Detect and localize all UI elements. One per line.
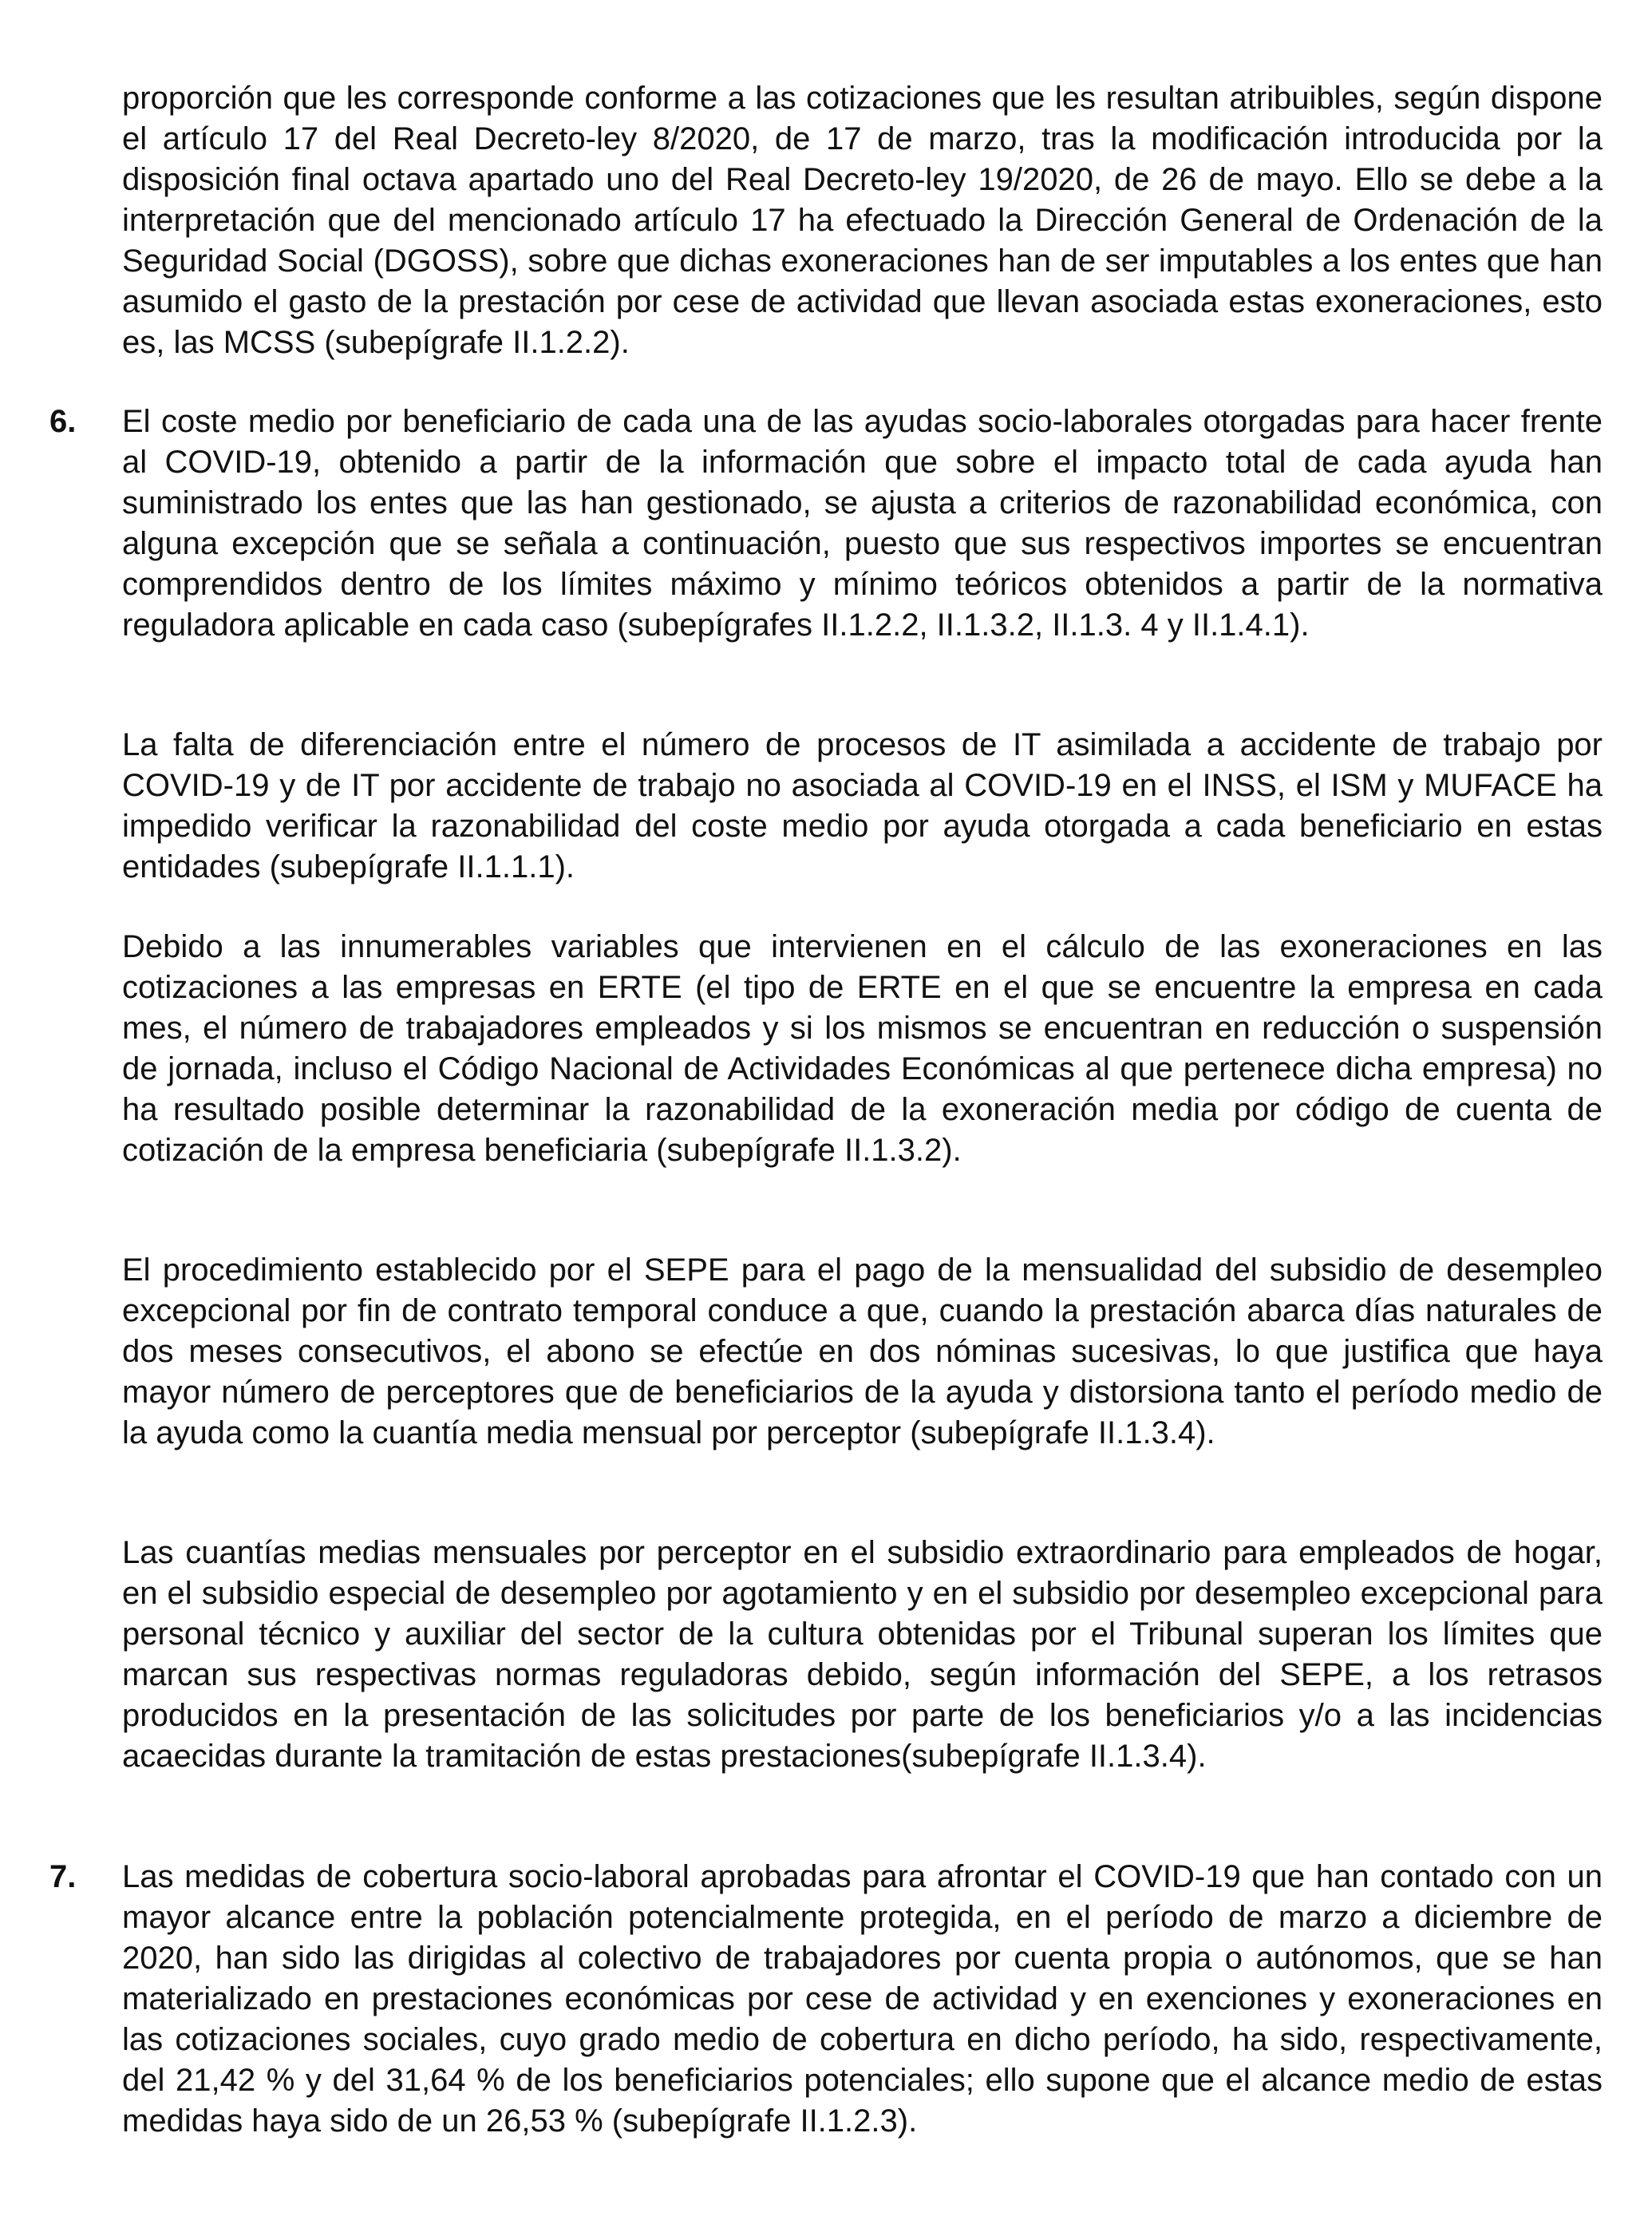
continuation-paragraph: proporción que les corresponde conforme a las cotizaciones que les resultan atribuibles, según dispone el artículo 17 del Real Decreto-ley 8/2020, de 17 de marzo, tras la modificación introducida por la disposición final octava apartado uno del Real Decreto-ley 19/2020, de 26 de mayo. Ello se debe a la interpretación que del mencionado artículo 17 ha efectuado la Dirección General de Ordenación de la Seguridad Social (DGOSS), sobre que dichas exoneraciones han de ser imputables a los entes que han asumido el gasto de la prestación por cese de actividad que llevan asociada estas exoneraciones, esto es, las MCSS (subepígrafe II.1.2.2). <box>122 81 1603 360</box>
item-number-7: 7. <box>49 1859 77 1894</box>
item-6-paragraph-1: El coste medio por beneficiario de cada una de las ayudas socio-laborales otorgadas para hacer frente al COVID-19, obtenido a partir de la información que sobre el impacto total de cada ayuda han suministrado los entes que las han gestionado, se ajusta a criterios de razonabilidad económica, con alguna excepción que se señala a continuación, puesto que sus respectivos importes se encuentran comprendidos dentro de los límites máximo y mínimo teóricos obtenidos a partir de la normativa reguladora aplicable en cada caso (subepígrafes II.1.2.2, II.1.3.2, II.1.3. 4 y II.1.4.1). <box>122 404 1603 643</box>
item-6-paragraph-4: El procedimiento establecido por el SEPE para el pago de la mensualidad del subsidio de desempleo excepcional por fin de contrato temporal conduce a que, cuando la prestación abarca días naturales de dos meses consecutivos, el abono se efectúe en dos nóminas sucesivas, lo que justifica que haya mayor número de perceptores que de beneficiarios de la ayuda y distorsiona tanto el período medio de la ayuda como la cuantía media mensual por perceptor (subepígrafe II.1.3.4). <box>122 1252 1603 1450</box>
item-7-paragraph-1: Las medidas de cobertura socio-laboral aprobadas para afrontar el COVID-19 que han contado con un mayor alcance entre la población potencialmente protegida, en el período de marzo a diciembre de 2020, han sido las dirigidas al colectivo de trabajadores por cuenta propia o autónomos, que se han materializado en prestaciones económicas por cese de actividad y en exenciones y exoneraciones en las cotizaciones sociales, cuyo grado medio de cobertura en dicho período, ha sido, respectivamente, del 21,42 % y del 31,64 % de los beneficiarios potenciales; ello supone que el alcance medio de estas medidas haya sido de un 26,53 % (subepígrafe II.1.2.3). <box>122 1859 1603 2139</box>
item-6-paragraph-2: La falta de diferenciación entre el número de procesos de IT asimilada a accidente de trabajo por COVID-19 y de IT por accidente de trabajo no asociada al COVID-19 en el INSS, el ISM y MUFACE ha impedido verificar la razonabilidad del coste medio por ayuda otorgada a cada beneficiario en estas entidades (subepígrafe II.1.1.1). <box>122 727 1603 884</box>
item-number-6: 6. <box>49 404 77 439</box>
item-6-paragraph-3: Debido a las innumerables variables que intervienen en el cálculo de las exoneraciones en las cotizaciones a las empresas en ERTE (el tipo de ERTE en el que se encuentre la empresa en cada mes, el número de trabajadores empleados y si los mismos se encuentran en reducción o suspensión de jornada, incluso el Código Nacional de Actividades Económicas al que pertenece dicha empresa) no ha resultado posible determinar la razonabilidad de la exoneración media por código de cuenta de cotización de la empresa beneficiaria (subepígrafe II.1.3.2). <box>122 929 1603 1168</box>
item-6-paragraph-5: Las cuantías medias mensuales por perceptor en el subsidio extraordinario para empleados de hogar, en el subsidio especial de desempleo por agotamiento y en el subsidio por desempleo excepcional para personal técnico y auxiliar del sector de la cultura obtenidas por el Tribunal superan los límites que marcan sus respectivas normas reguladoras debido, según información del SEPE, a los retrasos producidos en la presentación de las solicitudes por parte de los beneficiarios y/o a las incidencias acaecidas durante la tramitación de estas prestaciones(subepígrafe II.1.3.4). <box>122 1535 1603 1774</box>
